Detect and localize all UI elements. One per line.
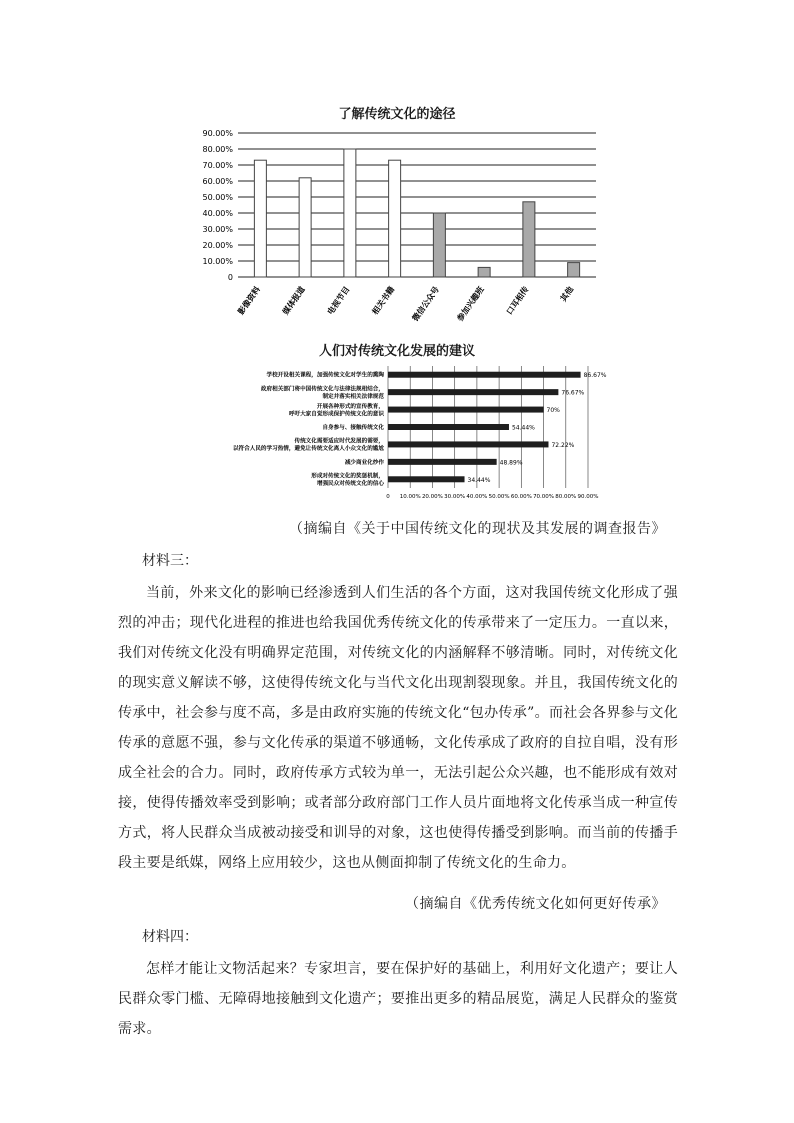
bar [389,160,401,277]
x-tick-label: 30.00% [444,494,466,500]
x-tick-label: 50.00% [488,494,510,500]
x-tick-label: 0 [386,494,390,500]
y-tick-label: 60.00% [202,177,233,186]
material-four-paragraph: 怎样才能让文物活起来？专家坦言，要在保护好的基础上，利用好文化遗产；要让人民群众零门槛、无障碍地接触到文化遗产；要推出更多的精品展览，满足人民群众的鉴赏需求。 [118,961,678,1037]
x-category-label: 其他 [558,284,576,304]
bar [388,441,548,447]
bar [344,149,356,277]
chart-ways-to-learn [0,125,794,330]
y-category-label: 自身参与、接触传统文化 [322,425,384,431]
x-category-label: 口耳相传 [504,284,531,317]
y-category-label: 减少商业化炒作 [344,459,384,466]
chart1-title: 了解传统文化的途径 [338,107,456,122]
source-caption-2: （摘编自《优秀传统文化如何更好传承》 [405,896,666,912]
y-category-label: 制定并落实相关法律规范 [322,393,384,400]
material-four-label: 材料四： [142,929,198,945]
y-category-label: 政府相关部门将中国传统文化与法律法规相结合， [260,386,384,393]
y-tick-label: 20.00% [202,241,233,250]
x-tick-label: 80.00% [555,494,577,500]
x-tick-label: 60.00% [510,494,532,500]
bar [568,263,580,277]
bar [388,459,497,465]
x-category-label: 相关书籍 [370,284,397,317]
chart2-title: 人们对传统文化发展的建议 [318,344,475,359]
x-category-label: 媒体报道 [281,284,307,317]
y-category-label: 学校开设相关课程，加强传统文化对学生的熏陶 [266,372,384,379]
x-tick-label: 40.00% [466,494,488,500]
bar [254,160,266,277]
y-tick-label: 90.00% [202,129,233,138]
material-three-label: 材料三： [142,553,198,569]
y-category-label: 形成对传统文化的奖惩机制， [311,473,384,480]
bar [388,424,509,430]
bar [523,202,535,277]
y-tick-label: 50.00% [202,193,233,202]
x-tick-label: 10.00% [399,494,421,500]
value-label: 86.67% [583,372,607,380]
y-category-label: 增强民众对传统文化的信心 [316,481,384,488]
x-category-label: 影像资料 [236,284,263,317]
source-caption-1: （摘编自《关于中国传统文化的现状及其发展的调查报告》 [289,521,666,537]
x-category-label: 电视节目 [325,284,352,317]
value-label: 34.44% [467,476,491,484]
material-three-paragraph: 当前，外来文化的影响已经渗透到人们生活的各个方面，这对我国传统文化形成了强烈的冲击；现代化进程的推进也给我国优秀传统文化的传承带来了一定压力。一直以来，我们对传统文化没有明确界定范围，对传统文化的内涵解释不够清晰。同时，对传统文化的现实意义解读不够，这使得传统文化与当代文化出现割裂现象。并且，我国传统文化的传承中，社会参与度不高，多是由政府实施的传统文化“包办传承”。而社会各界参与文化传承的意愿不强，参与文化传承的渠道不够通畅，文化传承成了政府的自拉自唱，没有形成全社会的合力。同时，政府传承方式较为单一，无法引起公众兴趣，也不能形成有效对接，使得传播效率受到影响；或者部分政府部门工作人员片面地将文化传承当成一种宣传方式，将人民群众当成被动接受和训导的对象，这也使得传播受到影响。而当前的传播手段主要是纸媒，网络上应用较少，这也从侧面抑制了传统文化的生命力。 [118,585,678,871]
bar [478,267,490,277]
value-label: 76.67% [561,389,585,397]
bar [433,213,445,277]
y-tick-label: 0 [227,273,233,282]
y-tick-label: 80.00% [202,145,233,154]
y-category-label: 开展各种形式的宣传教育， [316,403,384,410]
x-tick-label: 20.00% [421,494,443,500]
y-category-label: 传统文化需要适应时代发展的需要， [294,438,384,445]
bar [388,407,544,413]
y-tick-label: 10.00% [202,257,233,266]
bar [388,389,558,395]
value-label: 48.89% [499,459,523,467]
bar [299,178,311,277]
bar [388,372,581,378]
value-label: 54.44% [511,424,535,432]
y-tick-label: 30.00% [202,225,233,234]
bar [388,476,465,482]
x-category-label: 参加兴趣班 [455,284,486,323]
y-tick-label: 40.00% [202,209,233,218]
x-category-label: 微信公众号 [410,284,442,323]
chart-suggestions [0,362,794,512]
value-label: 72.22% [551,441,575,449]
y-category-label: 呼吁大家自觉形成保护传统文化的意识 [288,411,384,418]
y-category-label: 以符合人民的学习热情，避免让传统文化离人小众文化的尴尬 [232,446,384,453]
x-tick-label: 70.00% [533,494,555,500]
value-label: 70% [546,407,560,415]
y-tick-label: 70.00% [202,161,233,170]
x-tick-label: 90.00% [577,494,599,500]
